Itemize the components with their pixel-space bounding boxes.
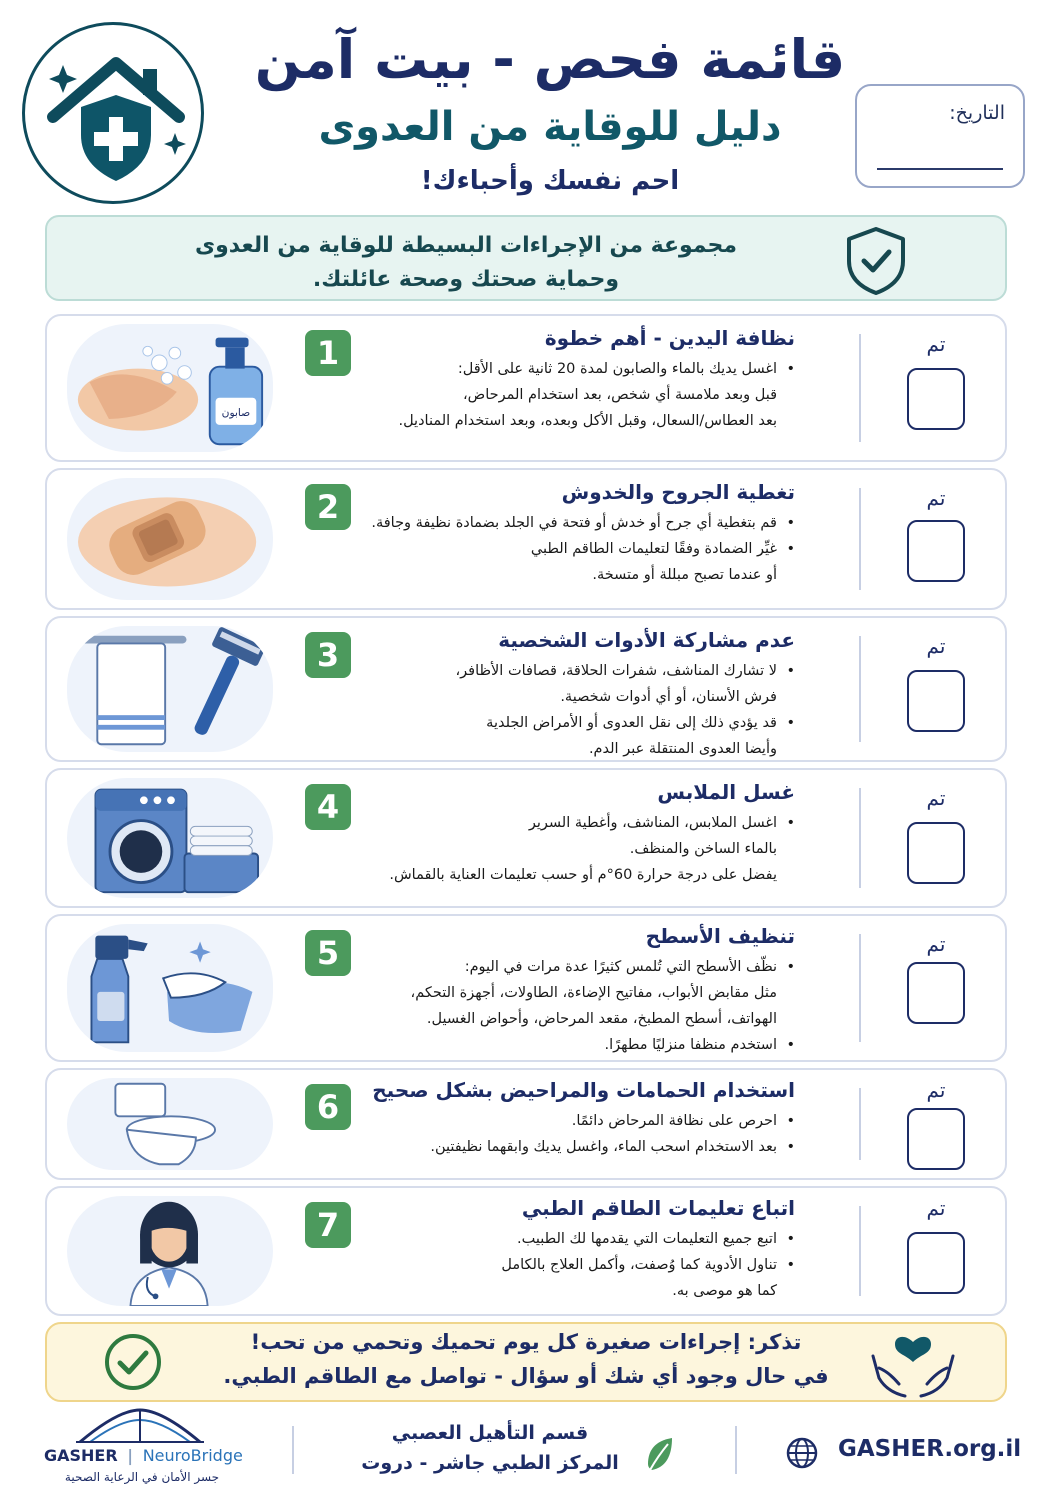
- item-content: [367, 1078, 795, 1160]
- item-line: مثل مقابض الأبواب، مفاتيح الإضاءة، الطاولات، أجهزة التحكم،: [410, 985, 777, 1001]
- checklist-item-3: [45, 616, 1007, 762]
- item-line: • نظّف الأسطح التي تُلمس كثيرًا عدة مرات في اليوم:: [367, 954, 795, 980]
- done-label: تم: [926, 486, 946, 510]
- item-number: 1: [305, 330, 351, 376]
- done-checkbox-7[interactable]: [907, 1232, 965, 1294]
- intro-line-1: مجموعة من الإجراءات البسيطة للوقاية من العدوى: [194, 233, 738, 258]
- item-heading: اتباع تعليمات الطاقم الطبي: [521, 1196, 795, 1220]
- done-label: تم: [926, 1078, 946, 1102]
- hands-heart-icon: [865, 1328, 961, 1400]
- date-write-line[interactable]: [877, 168, 1003, 170]
- item-image: [67, 924, 273, 1052]
- item-content: [367, 1196, 795, 1304]
- footer-divider: [292, 1426, 294, 1474]
- item-divider: [859, 1088, 861, 1160]
- checklist-item-5: [45, 914, 1007, 1062]
- item-line: • استخدم منظفا منزليًا مطهرًا.: [367, 1032, 795, 1058]
- toilet-icon: [67, 1078, 273, 1170]
- department-name: قسم التأهيل العصبي: [391, 1422, 589, 1444]
- item-image: [67, 1078, 273, 1170]
- checklist-item-2: [45, 468, 1007, 610]
- item-lines: [367, 1108, 795, 1160]
- soap-label: صابون: [221, 406, 251, 420]
- checklist-item-7: [45, 1186, 1007, 1316]
- item-line: • تناول الأدوية كما وُصفت، وأكمل العلاج بالكامل: [367, 1252, 795, 1278]
- leaf-icon: [642, 1434, 678, 1474]
- item-line: • اتبع جميع التعليمات التي يقدمها لك الطبيب.: [367, 1226, 795, 1252]
- item-image: [67, 1196, 273, 1306]
- item-divider: [859, 1206, 861, 1296]
- towel-razor-icon: [67, 626, 273, 752]
- checklist-item-6: [45, 1068, 1007, 1180]
- item-content: [367, 628, 795, 762]
- done-label: تم: [926, 786, 946, 810]
- item-lines: [367, 510, 795, 588]
- item-lines: [367, 954, 795, 1058]
- checklist-item-4: [45, 768, 1007, 908]
- page-title: قائمة فحص - بيت آمن: [254, 28, 846, 91]
- item-line: • قم بتغطية أي جرح أو خدش أو فتحة في الجلد بضمادة نظيفة وجافة.: [367, 510, 795, 536]
- globe-icon: [785, 1436, 819, 1470]
- item-line: قبل وبعد ملامسة أي شخص، بعد استخدام المرحاض،: [462, 387, 777, 403]
- footer-brand: [44, 1446, 244, 1465]
- item-number: 6: [305, 1084, 351, 1130]
- item-content: [367, 780, 795, 888]
- item-number: 5: [305, 930, 351, 976]
- item-line: يفضل على درجة حرارة 60°م أو حسب تعليمات العناية بالقماش.: [389, 867, 777, 883]
- brand-sub: NeuroBridge: [142, 1446, 243, 1465]
- item-heading: غسل الملابس: [657, 780, 795, 804]
- done-checkbox-1[interactable]: [907, 368, 965, 430]
- date-field[interactable]: [855, 84, 1025, 188]
- done-checkbox-5[interactable]: [907, 962, 965, 1024]
- medical-center-name: المركز الطبي جاشر - دروت: [361, 1452, 619, 1474]
- item-divider: [859, 788, 861, 888]
- item-heading: تغطية الجروح والخدوش: [561, 480, 795, 504]
- reminder-line-2: في حال وجود أي شك أو سؤال - تواصل مع الطاقم الطبي.: [223, 1364, 829, 1388]
- done-checkbox-6[interactable]: [907, 1108, 965, 1170]
- item-lines: [367, 356, 795, 434]
- date-label: التاريخ:: [949, 102, 1005, 124]
- item-heading: نظافة اليدين - أهم خطوة: [544, 326, 795, 350]
- intro-banner: [45, 215, 1007, 301]
- done-label: تم: [926, 634, 946, 658]
- done-checkbox-4[interactable]: [907, 822, 965, 884]
- item-number: 7: [305, 1202, 351, 1248]
- intro-text: [167, 229, 765, 297]
- item-content: [367, 924, 795, 1058]
- item-line: • بعد الاستخدام اسحب الماء، واغسل يديك وابقهما نظيفتين.: [367, 1134, 795, 1160]
- website-link[interactable]: GASHER.org.il: [838, 1436, 1022, 1462]
- item-line: • لا تشارك المناشف، شفرات الحلاقة، قصافات الأظافر،: [367, 658, 795, 684]
- washing-machine-icon: [67, 778, 273, 898]
- done-label: تم: [926, 332, 946, 356]
- item-image: [67, 778, 273, 898]
- bandage-icon: [67, 478, 273, 600]
- done-label: تم: [926, 1196, 946, 1220]
- brand-separator: |: [127, 1446, 134, 1465]
- item-content: [367, 326, 795, 434]
- item-line: الهواتف، أسطح المطبخ، مقعد المرحاض، وأحواض الغسيل.: [426, 1011, 777, 1027]
- item-line: فرش الأسنان، أو أي أدوات شخصية.: [560, 689, 777, 705]
- done-label: تم: [926, 932, 946, 956]
- done-checkbox-3[interactable]: [907, 670, 965, 732]
- item-line: • غيِّر الضمادة وفقًا لتعليمات الطاقم الطبي: [367, 536, 795, 562]
- item-lines: [367, 658, 795, 762]
- item-line: • قد يؤدي ذلك إلى نقل العدوى أو الأمراض الجلدية: [367, 710, 795, 736]
- house-shield-cross-icon: [25, 25, 207, 207]
- intro-line-2: وحماية صحتك وصحة عائلتك.: [312, 267, 620, 293]
- item-image: [67, 324, 273, 452]
- item-lines: [367, 1226, 795, 1304]
- item-line: • اغسل يديك بالماء والصابون لمدة 20 ثانية على الأقل:: [367, 356, 795, 382]
- check-circle-icon: [103, 1332, 163, 1392]
- item-heading: عدم مشاركة الأدوات الشخصية: [498, 628, 795, 652]
- item-line: • احرص على نظافة المرحاض دائمًا.: [367, 1108, 795, 1134]
- item-divider: [859, 636, 861, 742]
- doctor-icon: [67, 1196, 273, 1306]
- item-line: كما هو موصى به.: [672, 1283, 777, 1299]
- item-line: أو عندما تصبح مبللة أو متسخة.: [592, 567, 777, 583]
- shield-check-icon: [843, 225, 909, 297]
- item-image: [67, 626, 273, 752]
- item-heading: استخدام الحمامات والمراحيض بشكل صحيح: [372, 1078, 795, 1102]
- item-number: 2: [305, 484, 351, 530]
- house-shield-logo: [22, 22, 204, 204]
- page-subtitle: دليل للوقاية من العدوى: [318, 104, 782, 150]
- item-divider: [859, 334, 861, 442]
- checklist-item-1: [45, 314, 1007, 462]
- footer-divider: [735, 1426, 737, 1474]
- item-line: وأيضا العدوى المنتقلة عبر الدم.: [588, 741, 777, 757]
- item-divider: [859, 488, 861, 590]
- item-heading: تنظيف الأسطح: [645, 924, 795, 948]
- item-divider: [859, 934, 861, 1042]
- brand-main: GASHER: [44, 1446, 118, 1465]
- reminder-banner: [45, 1322, 1007, 1402]
- reminder-line-1: تذكر: إجراءات صغيرة كل يوم تحميك وتحمي من تحب!: [250, 1330, 802, 1354]
- item-line: بالماء الساخن والمنظف.: [629, 841, 777, 857]
- item-line: • اغسل الملابس، المناشف، وأغطية السرير: [367, 810, 795, 836]
- page-tagline: احم نفسك وأحباءك!: [420, 166, 680, 196]
- item-content: [367, 480, 795, 588]
- hand-washing-icon: [67, 324, 273, 452]
- spray-cleaning-icon: [67, 924, 273, 1052]
- done-checkbox-2[interactable]: [907, 520, 965, 582]
- item-image: [67, 478, 273, 600]
- bridge-logo-icon: [40, 1408, 240, 1448]
- item-lines: [367, 810, 795, 888]
- item-number: 4: [305, 784, 351, 830]
- item-line: بعد العطاس/السعال، وقبل الأكل وبعده، وبعد استخدام المناديل.: [398, 413, 777, 429]
- item-number: 3: [305, 632, 351, 678]
- brand-tagline: جسر الأمان في الرعاية الصحية: [64, 1470, 220, 1484]
